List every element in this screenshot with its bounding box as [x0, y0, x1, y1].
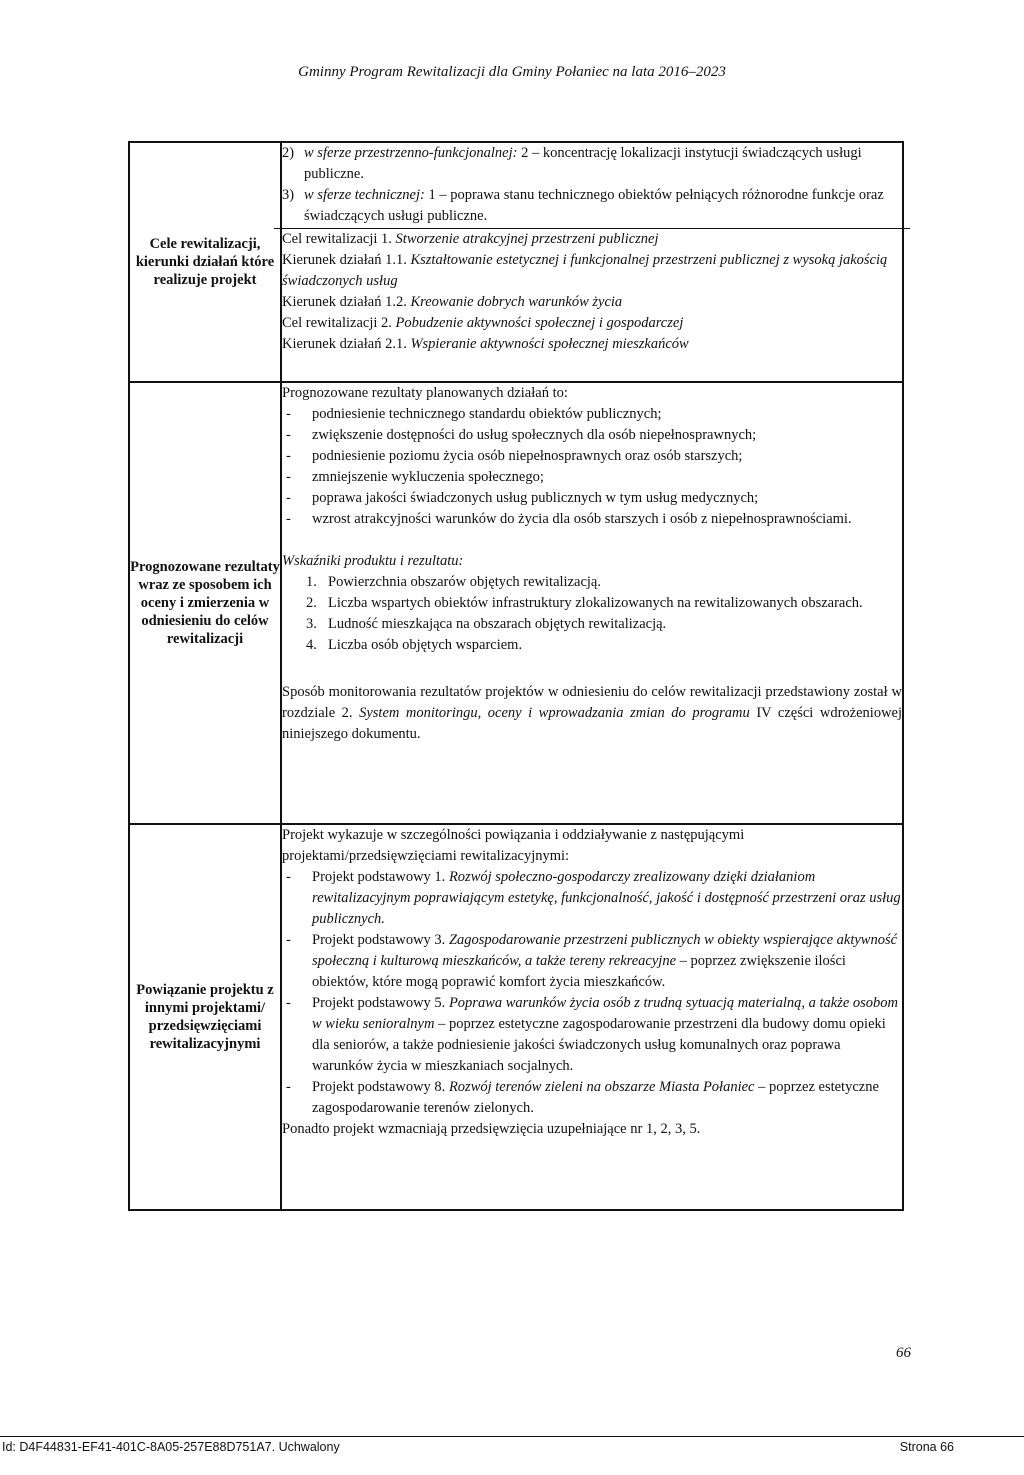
indicator-number: 4. — [306, 637, 317, 653]
kierunek-1-2-prefix: Kierunek działań 1.2. — [282, 294, 407, 310]
indicator-text: Ludność mieszkająca na obszarach objętych rewitalizacją. — [328, 616, 667, 632]
linked-project-5-label: Projekt podstawowy 5. — [312, 995, 449, 1011]
kierunek-2-1-prefix: Kierunek działań 2.1. — [282, 336, 407, 352]
result-text: zwiększenie dostępności do usług społecznych dla osób niepełnosprawnych; — [312, 427, 757, 443]
content-powiazanie — [281, 824, 903, 1210]
dash: - — [286, 932, 291, 948]
links-closing: Ponadto projekt wzmacniają przedsięwzięcia uzupełniające nr 1, 2, 3, 5. — [282, 1121, 701, 1137]
dash: - — [286, 995, 291, 1011]
dash: - — [286, 511, 291, 527]
sphere-3 — [282, 185, 902, 227]
cel-1 — [274, 228, 910, 250]
label-powiazanie: Powiązanie projektu z innymi projektami/ przedsięwzięciami rewitalizacyjnymi — [129, 824, 281, 1210]
linked-project-8 — [282, 1077, 902, 1119]
kierunek-2-1 — [282, 334, 902, 355]
linked-project-3-title: Zagospodarowanie przestrzeni publicznych w obiekty wspierające aktywność społeczną i kulturową mieszkańców, a także tereny rekreacyjne — [312, 932, 898, 969]
sphere-2 — [282, 143, 902, 185]
indicator-item — [306, 614, 902, 635]
linked-project-8-title: Rozwój terenów zieleni na obszarze Miasta Połaniec — [448, 1079, 755, 1095]
results-list — [282, 404, 902, 530]
footer-page: Strona 66 — [899, 1440, 954, 1454]
project-card-table — [128, 141, 904, 1211]
sphere-2-num: 2) — [282, 145, 295, 161]
label-rezultaty: Prognozowane rezultaty wraz ze sposobem ich oceny i zmierzenia w odniesieniu do celów rewitalizacji — [129, 382, 281, 824]
result-item — [282, 404, 902, 425]
indicators-list — [282, 572, 902, 656]
indicator-text: Powierzchnia obszarów objętych rewitalizacją. — [328, 574, 601, 590]
linked-project-3-label: Projekt podstawowy 3. — [312, 932, 449, 948]
indicator-number: 3. — [306, 616, 317, 632]
linked-project-3 — [282, 930, 902, 993]
sphere-3-text: 1 – poprawa stanu technicznego obiektów pełniących różnorodne funkcje oraz świadczących usługi publiczne. — [304, 187, 884, 224]
cel-1-prefix: Cel rewitalizacji 1. — [282, 231, 392, 247]
monitoring-text-b: IV części wdrożeniowej niniejszego dokumentu. — [282, 705, 903, 742]
links-intro: Projekt wykazuje w szczególności powiązania i oddziaływanie z następującymi projektami/przedsięwzięciami rewitalizacyjnymi: — [282, 827, 745, 864]
footer-document-id: Id: D4F44831-EF41-401C-8A05-257E88D751A7. Uchwalony — [2, 1440, 340, 1454]
indicator-number: 2. — [306, 595, 317, 611]
indicator-item — [306, 635, 902, 656]
linked-project-1 — [282, 867, 902, 930]
result-text: podniesienie technicznego standardu obiektów publicznych; — [312, 406, 662, 422]
row-rezultaty — [129, 382, 903, 824]
page-number: 66 — [896, 1345, 911, 1361]
footer — [0, 1440, 1024, 1460]
sphere-2-text: 2 – koncentrację lokalizacji instytucji świadczących usługi publiczne. — [304, 145, 862, 182]
linked-project-1-label: Projekt podstawowy 1. — [312, 869, 449, 885]
result-item — [282, 425, 902, 446]
monitoring-text — [282, 682, 902, 745]
indicator-item — [306, 572, 902, 593]
linked-project-3-desc: – poprzez zwiększenie ilości obiektów, które mogą poprawić komfort życia mieszkańców. — [312, 953, 846, 990]
linked-project-1-title: Rozwój społeczno-gospodarczy zrealizowany dzięki działaniom rewitalizacyjnym poprawiającym estetykę, funkcjonalność, jakość i dostępność przestrzeni oraz usług publicznych. — [312, 869, 901, 927]
kierunek-2-1-title: Wspieranie aktywności społecznej mieszkańców — [406, 336, 689, 352]
result-item — [282, 467, 902, 488]
kierunek-1-1-title: Kształtowanie estetycznej i funkcjonalnej przestrzeni publicznej z wysoką jakością świadczonych usług — [282, 252, 888, 289]
content-rezultaty — [281, 382, 903, 824]
result-text: poprawa jakości świadczonych usług publicznych w tym usług medycznych; — [312, 490, 759, 506]
indicator-number: 1. — [306, 574, 317, 590]
footer-rule — [0, 1436, 1024, 1437]
dash: - — [286, 469, 291, 485]
content-cele — [281, 142, 903, 382]
running-header: Gminny Program Rewitalizacji dla Gminy Połaniec na lata 2016–2023 — [298, 64, 726, 80]
linked-projects-list — [282, 867, 902, 1119]
linked-project-5-desc: – poprzez estetyczne zagospodarowanie przestrzeni dla budowy domu opieki dla seniorów, a także podniesienie jakości świadczonych usług komunalnych oraz poprawa warunków życia w mieszkaniach socjalnych. — [312, 1016, 886, 1074]
result-item — [282, 446, 902, 467]
kierunek-1-2-title: Kreowanie dobrych warunków życia — [406, 294, 623, 310]
linked-project-8-desc: – poprzez estetyczne zagospodarowanie terenów zielonych. — [312, 1079, 879, 1116]
label-cele: Cele rewitalizacji, kierunki działań które realizuje projekt — [129, 142, 281, 382]
kierunek-1-1 — [282, 250, 902, 292]
result-text: wzrost atrakcyjności warunków do życia dla osób starszych i osób z niepełnosprawnościami. — [312, 511, 852, 527]
indicator-text: Liczba osób objętych wsparciem. — [328, 637, 523, 653]
cel-2-prefix: Cel rewitalizacji 2. — [282, 315, 392, 331]
linked-project-5-title: Poprawa warunków życia osób z trudną sytuacją materialną, a także osobom w wieku senioralnym — [312, 995, 899, 1032]
indicator-text: Liczba wspartych obiektów infrastruktury zlokalizowanych na rewitalizowanych obszarach. — [328, 595, 863, 611]
kierunek-1-1-prefix: Kierunek działań 1.1. — [282, 252, 407, 268]
sphere-list — [282, 143, 902, 227]
result-text: zmniejszenie wykluczenia społecznego; — [312, 469, 544, 485]
kierunek-1-2 — [282, 292, 902, 313]
row-powiazanie — [129, 824, 903, 1210]
dash: - — [286, 448, 291, 464]
dash: - — [286, 1079, 291, 1095]
sphere-3-num: 3) — [282, 187, 295, 203]
dash: - — [286, 869, 291, 885]
linked-project-5 — [282, 993, 902, 1077]
sphere-2-label: w sferze przestrzenno-funkcjonalnej: — [304, 145, 518, 161]
row-cele — [129, 142, 903, 382]
cel-2-title: Pobudzenie aktywności społecznej i gospodarczej — [391, 315, 684, 331]
dash: - — [286, 490, 291, 506]
result-text: podniesienie poziomu życia osób niepełnosprawnych oraz osób starszych; — [312, 448, 743, 464]
indicator-item — [306, 593, 902, 614]
cel-1-title: Stworzenie atrakcyjnej przestrzeni publicznej — [391, 231, 659, 247]
dash: - — [286, 406, 291, 422]
result-item — [282, 509, 902, 530]
dash: - — [286, 427, 291, 443]
cel-2 — [282, 313, 902, 334]
monitoring-chapter-title: System monitoringu, oceny i wprowadzania zmian do programu — [359, 705, 750, 721]
sphere-3-label: w sferze technicznej: — [304, 187, 425, 203]
linked-project-8-label: Projekt podstawowy 8. — [312, 1079, 449, 1095]
monitoring-text-a: Sposób monitorowania rezultatów projektów w odniesieniu do celów rewitalizacji przedstawiony został w rozdziale 2. — [282, 684, 902, 721]
indicators-heading: Wskaźniki produktu i rezultatu: — [282, 553, 464, 569]
results-intro: Prognozowane rezultaty planowanych działań to: — [282, 385, 568, 401]
result-item — [282, 488, 902, 509]
